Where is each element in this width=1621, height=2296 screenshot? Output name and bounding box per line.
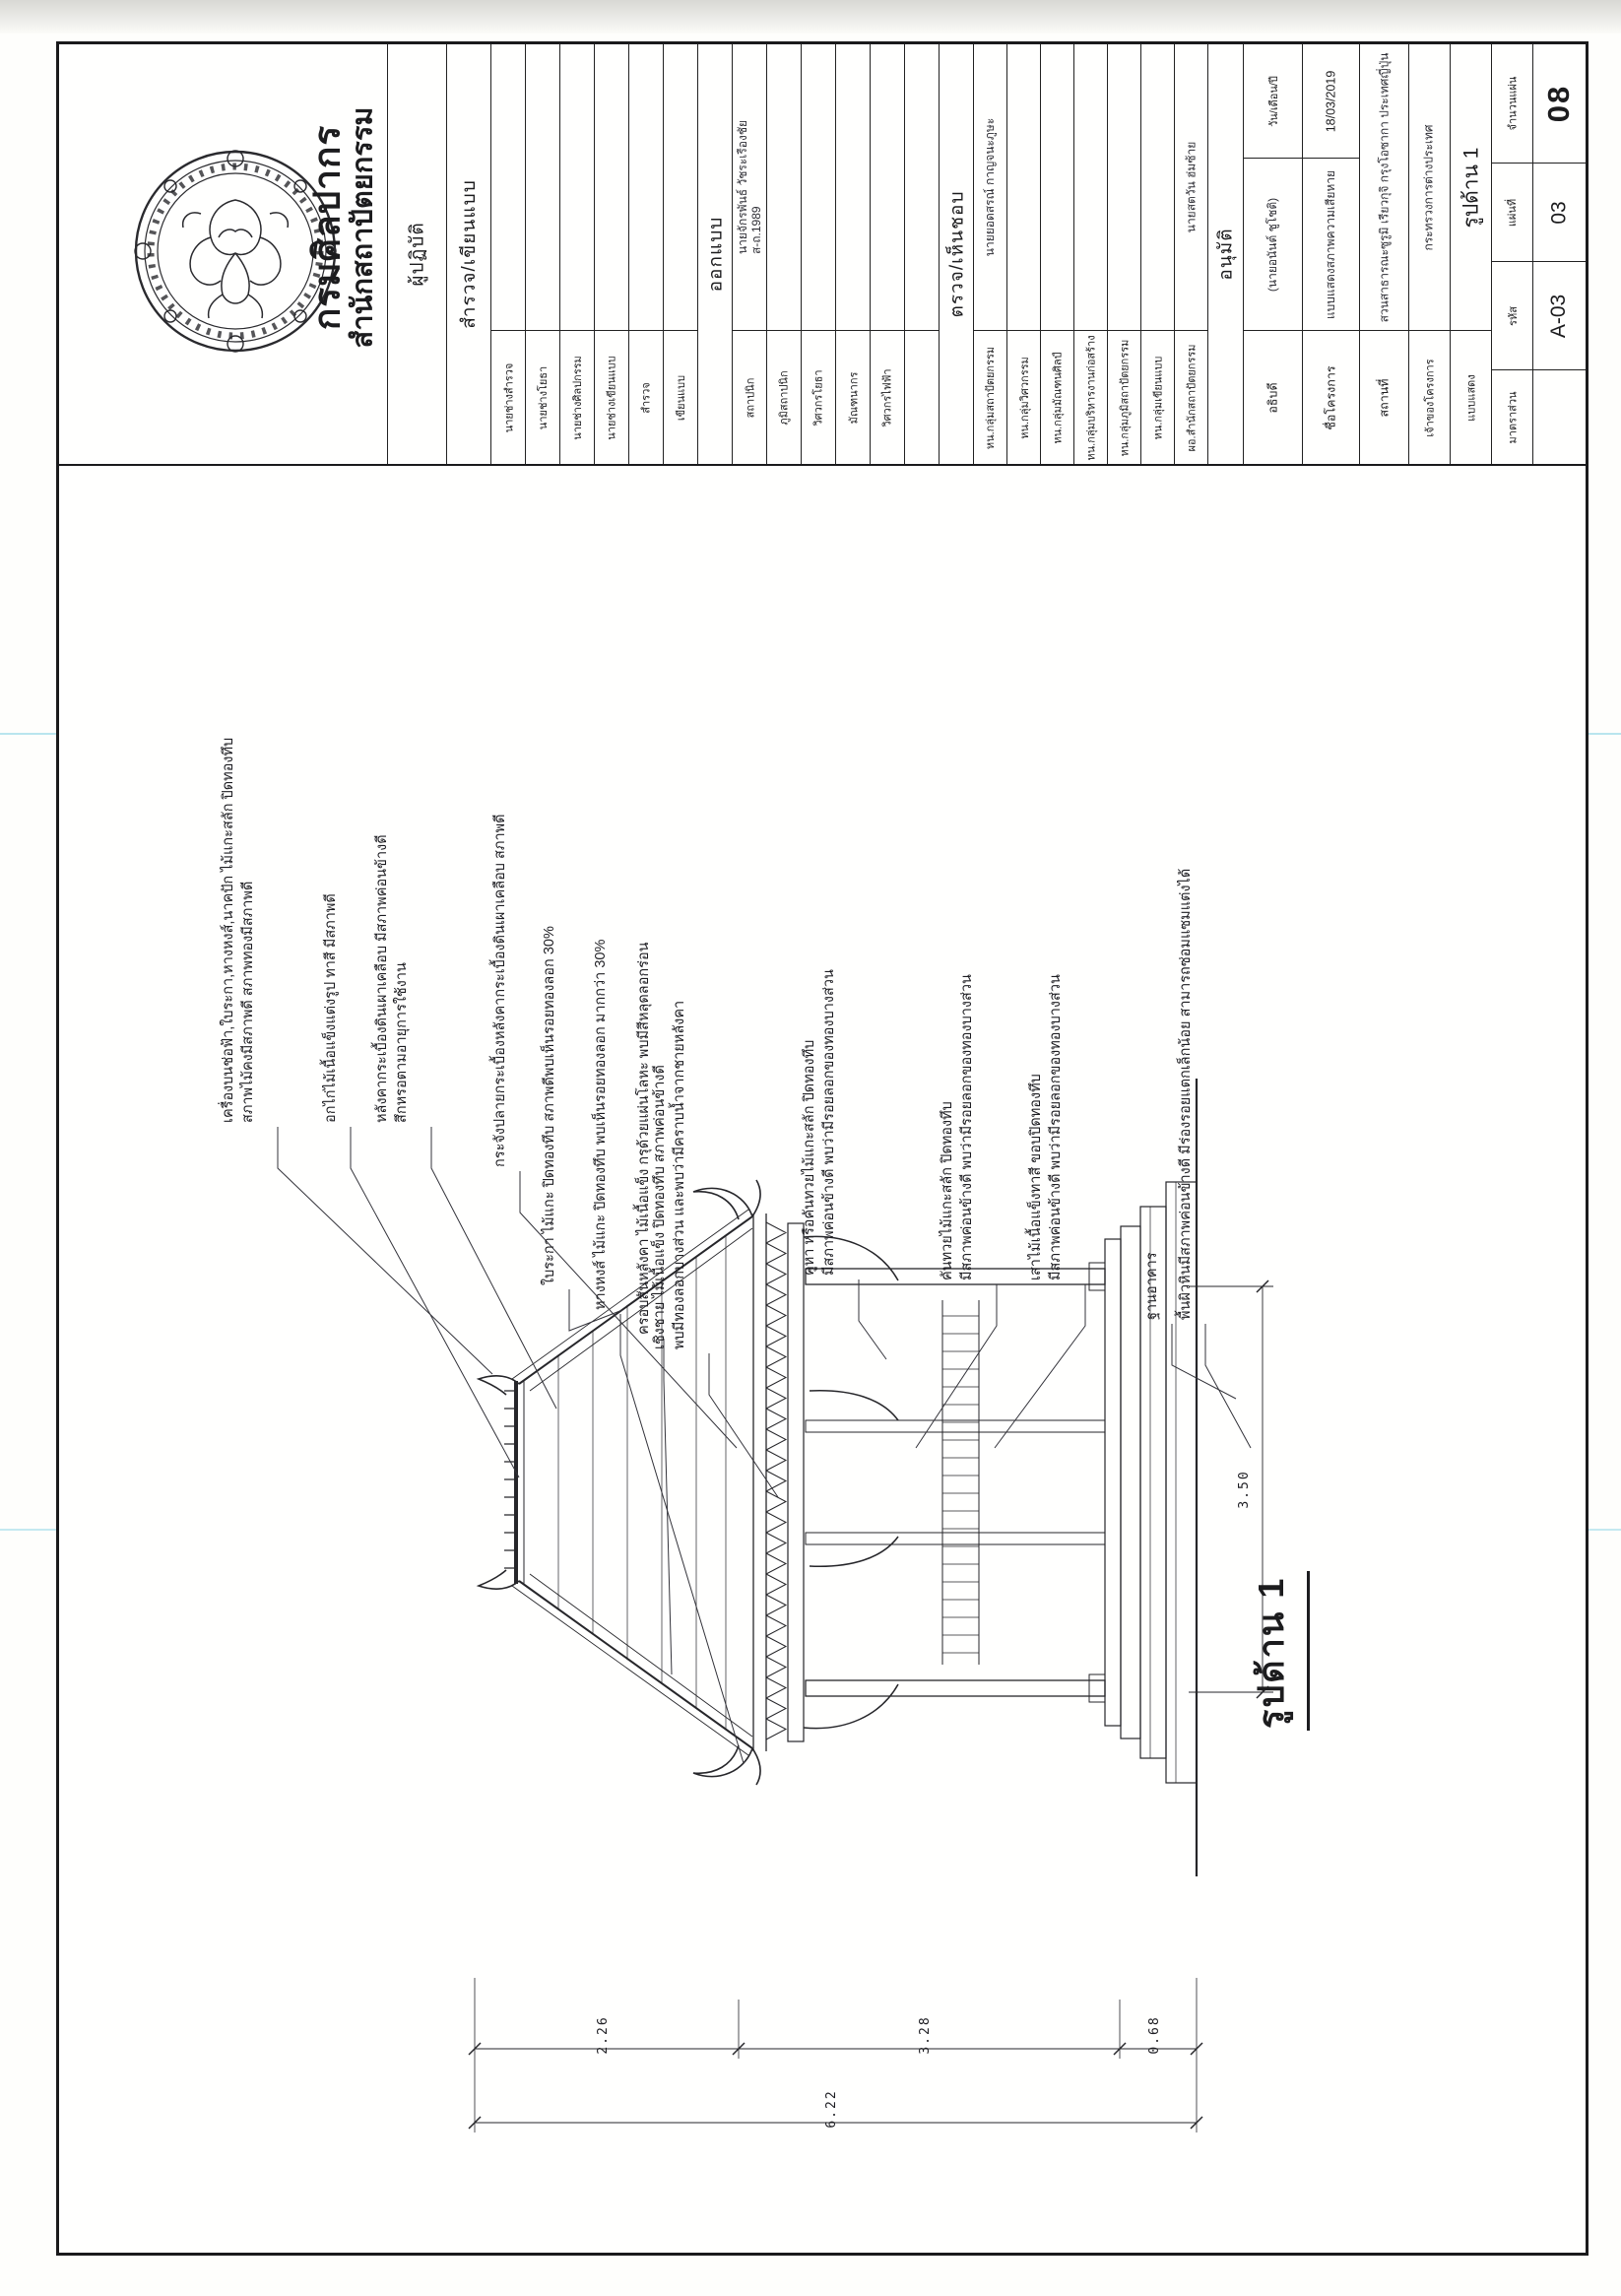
titleblock-role-strip (766, 44, 801, 464)
annotation-line: คันทวยไม้แกะสลัก ปิดทองทึบ (940, 1101, 955, 1280)
location-strip (1359, 44, 1408, 464)
project-value-cell (1303, 159, 1359, 330)
section-header-label: ออกแบบ (705, 216, 727, 293)
annotation-text (1026, 974, 1066, 1280)
sheet-no-value: 03 (1547, 200, 1571, 225)
role-label: สำรวจ (640, 381, 653, 414)
titleblock-role-strip (490, 44, 525, 464)
owner-label: เจ้าของโครงการ (1424, 358, 1437, 437)
leader-line (859, 1279, 886, 1359)
role-label-cell (836, 330, 870, 464)
titleblock-role-strip (904, 44, 939, 464)
role-label: ผอ.สำนักสถาปัตยกรรม (1186, 343, 1199, 452)
signature-cell (1041, 44, 1073, 330)
annotation-line: สภาพไม้คงมีสภาพดี สภาพทองมีสภาพดี (240, 881, 256, 1123)
role-label: หน.กลุ่มเขียนแบบ (1152, 356, 1165, 439)
section-header (939, 44, 973, 464)
role-label: หน.กลุ่มมัณฑนศิลป์ (1052, 351, 1065, 444)
titleblock-role-strip (1006, 44, 1040, 464)
annotation-line: มีสภาพค่อนข้างดี พบว่ามีรอยลอกของทองบางส่วน (959, 974, 975, 1280)
titleblock-role-strip (628, 44, 663, 464)
annotation-text (650, 1001, 689, 1349)
role-label: ภูมิสถาปนิก (779, 369, 791, 426)
role-label: เขียนแบบ (676, 374, 687, 421)
annotation-line: มีสภาพค่อนข้างดี พบว่ามีรอยลอกของทองบางส่วน (821, 969, 837, 1276)
role-label: นายช่างเขียนแบบ (607, 355, 618, 440)
annotation-text (800, 969, 839, 1276)
leader-line (995, 1284, 1085, 1448)
railing-balusters (942, 1316, 979, 1653)
signature-cell (733, 44, 766, 330)
signature-cell (629, 44, 663, 330)
total-sheets-value: 08 (1541, 84, 1577, 123)
annotation-text (321, 893, 341, 1123)
drawing-label: แบบแสดง (1465, 373, 1478, 422)
signature-cell (1074, 44, 1107, 330)
approver-signature (1244, 159, 1302, 330)
drawing-label-cell (1451, 330, 1491, 464)
code-value: A-03 (1547, 294, 1571, 338)
location-value: สวนสาธารณะซูรูมิ เรียวกุจิ กรุงโอซากา ประเทศญี่ปุ่น (1377, 52, 1392, 322)
annotation-text (219, 738, 258, 1123)
signature-name-line: นายยอดสรณ์ กาญจนะภูษะ (983, 117, 998, 257)
practitioner-header-label: ผู้ปฏิบัติ (407, 222, 428, 287)
role-label: มัณฑนากร (848, 371, 861, 424)
role-label: วิศวกรโยธา (813, 368, 825, 426)
role-label-cell (767, 330, 801, 464)
role-label-cell (974, 330, 1006, 464)
date-value: 18/03/2019 (1324, 70, 1338, 132)
leader-line (1172, 1324, 1236, 1399)
signature-cell (974, 44, 1006, 330)
personnel-strips (446, 44, 1207, 464)
annotation-line: กระจังปลายกระเบื้องหลังคากระเบื้องดินเผาเคลือบ สภาพดี (492, 814, 508, 1167)
titleblock-role-strip (663, 44, 697, 464)
role-label-cell (1007, 330, 1040, 464)
titleblock-role-strip (1174, 44, 1207, 464)
annotation-text (490, 814, 510, 1167)
role-label-cell (1175, 330, 1207, 464)
eave-kranok-triangles (766, 1222, 786, 1739)
titleblock-role-strip (594, 44, 628, 464)
role-label-cell (595, 330, 628, 464)
approver-role-label: อธิบดี (1265, 381, 1280, 414)
role-label-cell (526, 330, 559, 464)
signature-cell (560, 44, 594, 330)
signature-cell (802, 44, 835, 330)
annotation-line: ฐานอาคาร (1144, 1252, 1160, 1320)
signature-cell (1175, 44, 1207, 330)
date-value-cell (1303, 44, 1359, 159)
scan-edge-shadow (0, 0, 1621, 33)
location-label-cell (1360, 330, 1408, 464)
agency-name (293, 80, 392, 375)
leader-line (709, 1353, 778, 1497)
leader-line (431, 1127, 556, 1409)
titleblock-role-strip (1107, 44, 1140, 464)
agency-name-line2: สำนักสถาปัตยกรรม (347, 106, 379, 349)
leader-line (278, 1127, 492, 1374)
role-label: สถาปนิก (745, 377, 756, 418)
role-label-cell (871, 330, 904, 464)
code-value-cell (1533, 261, 1586, 369)
approver-role-cell (1244, 330, 1302, 464)
dimension-label: 0.68 (1147, 2015, 1162, 2055)
signature-cell (664, 44, 697, 330)
section-header-label: สำรวจ/เขียนแบบ (459, 179, 480, 329)
role-label: หน.กลุ่มสถาปัตยกรรม (985, 346, 998, 449)
titleblock-role-strip (835, 44, 870, 464)
dimensions-and-leaders (278, 1127, 1273, 2132)
annotation-line: หางหงส์ ไม้แกะ ปิดทองทึบ พบเห็นรอยทองลอก มากกว่า 30% (593, 939, 609, 1310)
signature-cell (1141, 44, 1174, 330)
dimension-label: 2.26 (596, 2015, 611, 2055)
practitioner-header (387, 44, 446, 464)
annotation-line: สึกหรอตามอายุการใช้งาน (394, 962, 410, 1123)
titleblock-role-strip (973, 44, 1006, 464)
location-value-cell (1360, 44, 1408, 330)
project-strip (1302, 44, 1359, 464)
project-label-cell (1303, 330, 1359, 464)
role-label-cell (629, 330, 663, 464)
signature-name (984, 118, 998, 256)
leader-line (620, 1314, 744, 1763)
code-label: รหัส (1507, 305, 1520, 326)
approve-section-header (1207, 44, 1243, 464)
title-block (59, 44, 1586, 466)
annotation-text (1176, 869, 1196, 1320)
signature-reg-no: ส-ถ.1989 (749, 206, 763, 255)
role-label-cell (1074, 330, 1107, 464)
sheet-no-label-cell (1492, 163, 1532, 261)
agency-name-line1: กรมศิลปากร (306, 124, 348, 331)
dimension-label: 3.28 (918, 2015, 933, 2055)
scale-label-cell (1492, 369, 1532, 464)
owner-value: กระทรวงการต่างประเทศ (1422, 123, 1436, 251)
signature-cell (905, 44, 939, 330)
leader-line (664, 1339, 672, 1674)
titleblock-role-strip (1073, 44, 1107, 464)
sheet-meta-values (1532, 44, 1586, 464)
annotation-line: ครอบสันหลังคา ไม้เนื้อแข็ง กรุด้วยแผ่นโลหะ พบมีสีหลุดลอกร่อน (636, 942, 652, 1335)
drawing-value: รูปด้าน 1 (1459, 147, 1483, 228)
titleblock-role-strip (1040, 44, 1073, 464)
annotation-line: เชิงชาย ไม้เนื้อแข็ง ปิดทองทึบ สภาพค่อนข้างดี (652, 1065, 668, 1349)
scale-label: มาตราส่วน (1507, 390, 1520, 444)
drawing-strip (1450, 44, 1491, 464)
project-name: แบบแสดงสภาพความเสียหาย (1324, 169, 1337, 319)
role-label-cell (560, 330, 594, 464)
annotation-line: มีสภาพค่อนข้างดี พบว่ามีรอยลอกของทองบางส่วน (1048, 974, 1064, 1280)
signature-cell (491, 44, 525, 330)
date-label: วัน/เดือน/ปี (1267, 75, 1280, 127)
annotation-line: พื้นผิวหินมีสภาพค่อนข้างดี มีร่องรอยแตกเล็กน้อย สามารถซ่อมแซมแต่งได้ (1178, 868, 1194, 1320)
signature-name-line: นายสตวัน ฮ่มซ้าย (1184, 141, 1199, 233)
elevation-drawing-canvas (56, 463, 1589, 2253)
role-label-cell (1041, 330, 1073, 464)
leader-line (916, 1284, 997, 1448)
section-header-label: ตรวจ/เห็นชอบ (946, 190, 967, 318)
titleblock-role-strip (1140, 44, 1174, 464)
signature-cell (871, 44, 904, 330)
annotation-text (372, 834, 412, 1123)
signature-cell (1108, 44, 1140, 330)
sheet-meta-labels (1491, 44, 1532, 464)
role-label: หน.กลุ่มบริหารงานก่อสร้าง (1085, 334, 1098, 461)
signature-name (1185, 142, 1199, 233)
signature-cell (836, 44, 870, 330)
role-label: หน.กลุ่มวิศวกรรม (1018, 356, 1031, 439)
approver-strip (1243, 44, 1302, 464)
role-label-cell (733, 330, 766, 464)
role-label-cell (802, 330, 835, 464)
date-label-cell (1244, 44, 1302, 159)
total-sheets-value-cell (1533, 44, 1586, 163)
signature-cell (526, 44, 559, 330)
total-sheets-label: จำนวนแผ่น (1507, 76, 1520, 131)
annotation-line: ใบระกา ไม้แกะ ปิดทองทึบ สภาพดีพบเห็นรอยทองลอก 30% (542, 926, 557, 1285)
role-label: วิศวกรไฟฟ้า (882, 367, 895, 427)
leader-line (351, 1127, 519, 1477)
agency-cell (59, 44, 387, 464)
role-label-cell (1141, 330, 1174, 464)
annotation-line: อกไก่ไม้เนื้อแข็งแต่งรูป ทาสี มีสภาพดี (323, 893, 339, 1123)
role-label: นายช่างโยธา (538, 365, 550, 429)
titleblock-role-strip (870, 44, 904, 464)
role-label: นายช่างสำรวจ (503, 362, 516, 432)
role-label: หน.กลุ่มภูมิสถาปัตยกรรม (1119, 339, 1132, 456)
annotation-line: หลังคากระเบื้องดินเผาเคลือบ มีสภาพค่อนข้างดี (374, 834, 390, 1123)
dimension-label: 3.50 (1237, 1470, 1252, 1509)
location-label: สถานที่ (1377, 377, 1392, 418)
annotation-line: เสาไม้เนื้อแข็งทาสี ขอบปิดทองทึบ (1028, 1074, 1044, 1280)
owner-strip (1408, 44, 1450, 464)
role-label-cell (1108, 330, 1140, 464)
titleblock-role-strip (559, 44, 594, 464)
role-label-cell (491, 330, 525, 464)
annotation-line: เครื่องบนช่อฟ้า,ใบระกา,หางหงส์,นาคปัก ไม้แกะสลัก ปิดทองทึบ (221, 737, 236, 1123)
annotation-text (591, 940, 611, 1310)
signature-cell (1007, 44, 1040, 330)
dimension-label: 6.22 (824, 2089, 839, 2129)
owner-label-cell (1409, 330, 1450, 464)
role-label: นายช่างศิลปกรรม (572, 355, 584, 440)
signature-cell (767, 44, 801, 330)
signature-name-line: นายจักรพันธ์ วัชระเรืองชัย (736, 119, 749, 255)
code-label-cell (1492, 261, 1532, 369)
titleblock-role-strip (732, 44, 766, 464)
sheet-no-value-cell (1533, 163, 1586, 261)
ridge-ornaments (504, 1391, 514, 1568)
annotation-text (938, 974, 977, 1280)
signature-cell (595, 44, 628, 330)
sheet-no-label: แผ่นที่ (1507, 198, 1520, 227)
annotation-text (540, 926, 559, 1285)
total-sheets-label-cell (1492, 44, 1532, 163)
scale-value-cell (1533, 369, 1586, 464)
titleblock-role-strip (801, 44, 835, 464)
project-label: ชื่อโครงการ (1324, 364, 1338, 430)
annotation-line: พบมีทองลอกบางส่วน และพบว่ามีคราบน้ำจากชายหลังคา (672, 1000, 687, 1349)
view-title: รูปด้าน 1 (1243, 1571, 1310, 1731)
signature-name (736, 120, 763, 254)
annotation-text (1142, 1252, 1162, 1320)
role-label-cell (664, 330, 697, 464)
annotation-line: คูหา หรือคันทวยไม้แกะสลัก ปิดทองทึบ (802, 1039, 817, 1276)
owner-value-cell (1409, 44, 1450, 330)
section-header (446, 44, 490, 464)
approve-header-label: อนุมัติ (1215, 228, 1237, 281)
section-header (697, 44, 732, 464)
titleblock-role-strip (525, 44, 559, 464)
approver-name: (นายอนันต์ ชูโชติ) (1265, 197, 1280, 292)
drawing-value-cell (1451, 44, 1491, 330)
role-label-cell (905, 330, 939, 464)
